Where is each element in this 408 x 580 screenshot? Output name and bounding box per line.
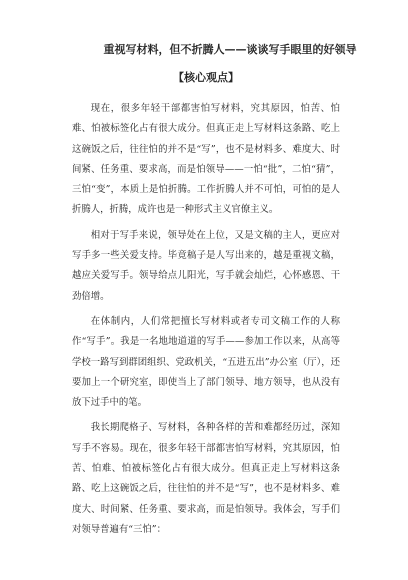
- document-subtitle: 【核心观点】: [173, 71, 239, 84]
- document-title: 重视写材料，但不折腾人——谈谈写手眼里的好领导: [103, 43, 357, 56]
- paragraph-1: 现在，很多年轻干部都害怕写材料，究其原因，怕苦、怕难、怕被标签化占有很大成分。但真正走上写材料这条路、吃上这碗饭之后，往往怕的并不是“写”，也不是材料多、难度大、时间紧、任务重、要求高，而是怕领导——一怕“批”，二怕“猜”，三怕“变”，本质上是怕折腾。工作折腾人并不可怕，可怕的是人折腾人，折腾，成许也是一种形式主义官僚主义。: [72, 103, 340, 216]
- paragraph-2: 相对于写手来说，领导处在上位，又是文稿的主人，更应对写手多一些关爱支持。毕竟稿子是人写出来的，越是重视文稿，越应关爱写手。领导给点儿阳光，写手就会灿烂，心怀感恩、干劲倍增。: [72, 229, 340, 302]
- document-page: [72, 43, 357, 545]
- paragraph-3: 在体制内，人们常把擅长写材料或者专司文稿工作的人称作“写手”。我是一名地地道道的写手——参加工作以来，从高等学校一路写到群团组织、党政机关，“五进五出”办公室（厅），还要加上一个研究室，即使当上了部门领导、地方领导，也从没有放下过手中的笔。: [72, 315, 340, 409]
- paragraph-4: 我长期爬格子、写材料，各种各样的苦和难都经历过，深知写手不容易。现在，很多年轻干部都害怕写材料，究其原因，怕苦、怕难、怕被标签化占有很大成分。但真正走上写材料这条路、吃上这碗饭之后，往往怕的并不是“写”，也不是材料多、难度大、时间紧、任务重、要求高，而是怕领导。我体会，写手们对领导普遍有“三怕”：: [72, 422, 340, 535]
